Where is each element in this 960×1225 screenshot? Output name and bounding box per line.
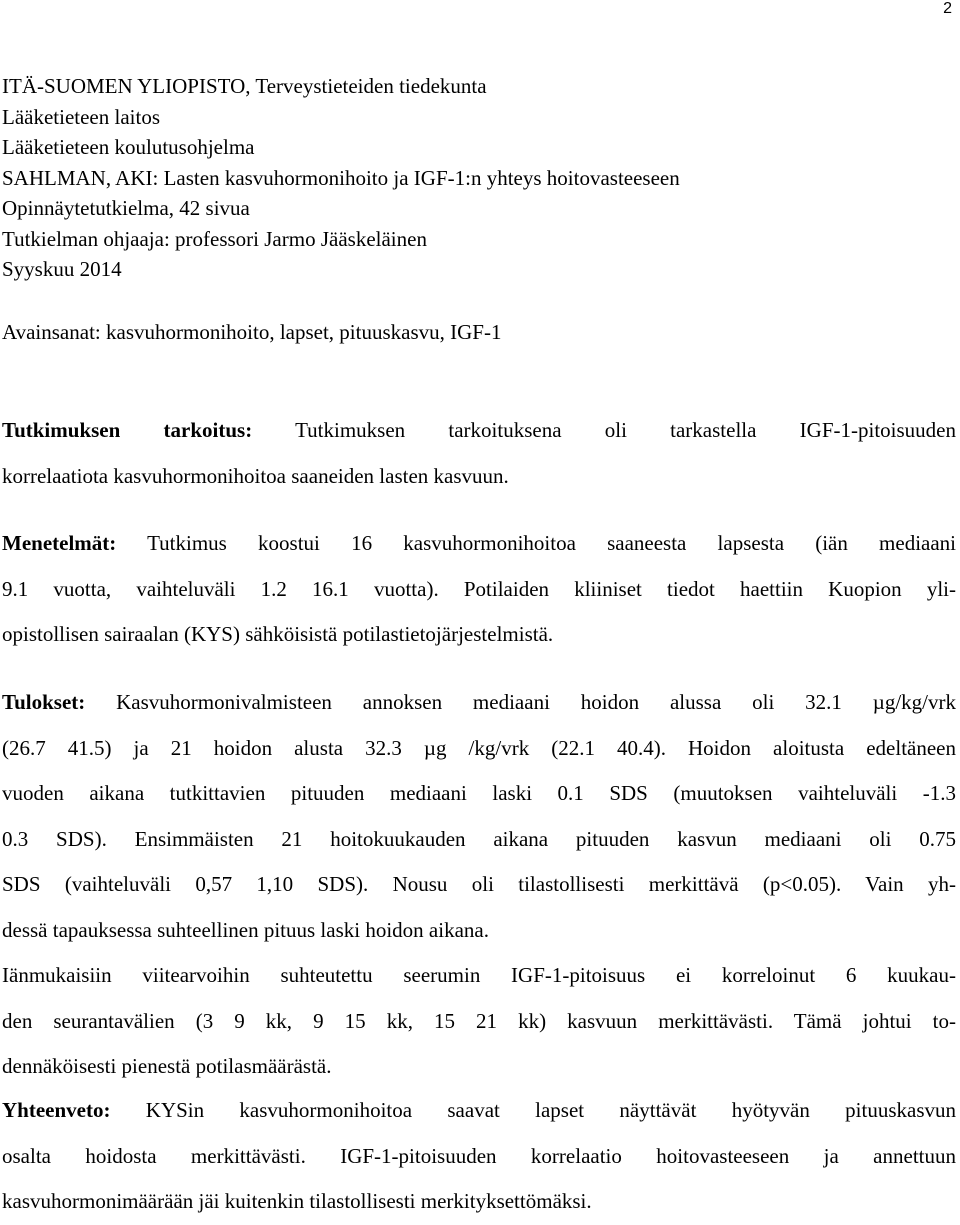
summary-text: KYSin kasvuhormonihoitoa saavat lapset näyttävät hyötyvän pituuskasvun [145,1098,957,1122]
results-line [2,680,956,726]
header-supervisor: Tutkielman ohjaaja: professori Jarmo Jääskeläinen [2,226,427,251]
section-summary [2,1088,956,1225]
methods-text: Tutkimus koostui 16 kasvuhormonihoitoa saaneesta lapsesta (iän mediaani [147,531,957,555]
results-heading: Tulokset: [2,690,86,714]
aim-text: Tutkimuksen tarkoituksena oli tarkastella IGF-1-pitoisuuden [295,418,956,442]
thesis-header [2,71,680,285]
results-text: Kasvuhormonivalmisteen annoksen mediaani hoidon alussa oli 32.1 µg/kg/vrk [116,690,956,714]
section-methods [2,521,956,658]
page-number: 2 [943,0,952,17]
section-aim [2,408,956,499]
results-line: SDS (vaihteluväli 0,57 1,10 SDS). Nousu oli tilastollisesti merkittävä (p<0.05). Vain yh- [2,872,956,896]
aim-line: korrelaatiota kasvuhormonihoitoa saaneiden lasten kasvuun. [2,463,509,488]
results-line: 0.3 SDS). Ensimmäisten 21 hoitokuukauden aikana pituuden kasvun mediaani oli 0.75 [2,826,956,851]
header-department: Lääketieteen laitos [2,104,161,129]
results-line: (26.7 41.5) ja 21 hoidon alusta 32.3 µg /kg/vrk (22.1 40.4). Hoidon aloitusta edeltäneen [2,735,956,760]
header-author-title: SAHLMAN, AKI: Lasten kasvuhormonihoito ja IGF-1:n yhteys hoitovasteeseen [2,165,680,190]
header-thesis-type: Opinnäytetutkielma, 42 sivua [2,196,250,220]
header-programme: Lääketieteen koulutusohjelma [2,135,255,159]
methods-line: 9.1 vuotta, vaihteluväli 1.2 16.1 vuotta). Potilaiden kliiniset tiedot haettiin Kuopion yli- [2,576,956,601]
header-date: Syyskuu 2014 [2,257,122,281]
results-line: dennäköisesti pienestä potilasmäärästä. [2,1054,332,1078]
summary-line: osalta hoidosta merkittävästi. IGF-1-pitoisuuden korrelaatio hoitovasteeseen ja annettuun [2,1143,956,1168]
aim-heading: Tutkimuksen tarkoitus: [2,418,253,442]
summary-heading: Yhteenveto: [2,1098,111,1122]
section-results [2,680,956,1090]
results-line: Iänmukaisiin viitearvoihin suhteutettu seerumin IGF-1-pitoisuus ei korreloinut 6 kuukau- [2,963,956,987]
keywords: Avainsanat: kasvuhormonihoito, lapset, pituuskasvu, IGF-1 [2,320,502,344]
results-line: den seurantavälien (3 9 kk, 9 15 kk, 15 21 kk) kasvuun merkittävästi. Tämä johtui to- [2,1008,956,1033]
results-line: dessä tapauksessa suhteellinen pituus laski hoidon aikana. [2,917,489,942]
methods-line [2,521,956,567]
results-line: vuoden aikana tutkittavien pituuden mediaani laski 0.1 SDS (muutoksen vaihteluväli -1.3 [2,781,956,805]
methods-line: opistollisen sairaalan (KYS) sähköisistä potilastietojärjestelmistä. [2,622,554,646]
summary-line [2,1088,956,1134]
summary-line: kasvuhormonimäärään jäi kuitenkin tilastollisesti merkityksettömäksi. [2,1189,592,1213]
header-university: ITÄ-SUOMEN YLIOPISTO, Terveystieteiden tiedekunta [2,74,487,98]
aim-line [2,408,956,454]
methods-heading: Menetelmät: [2,531,117,555]
